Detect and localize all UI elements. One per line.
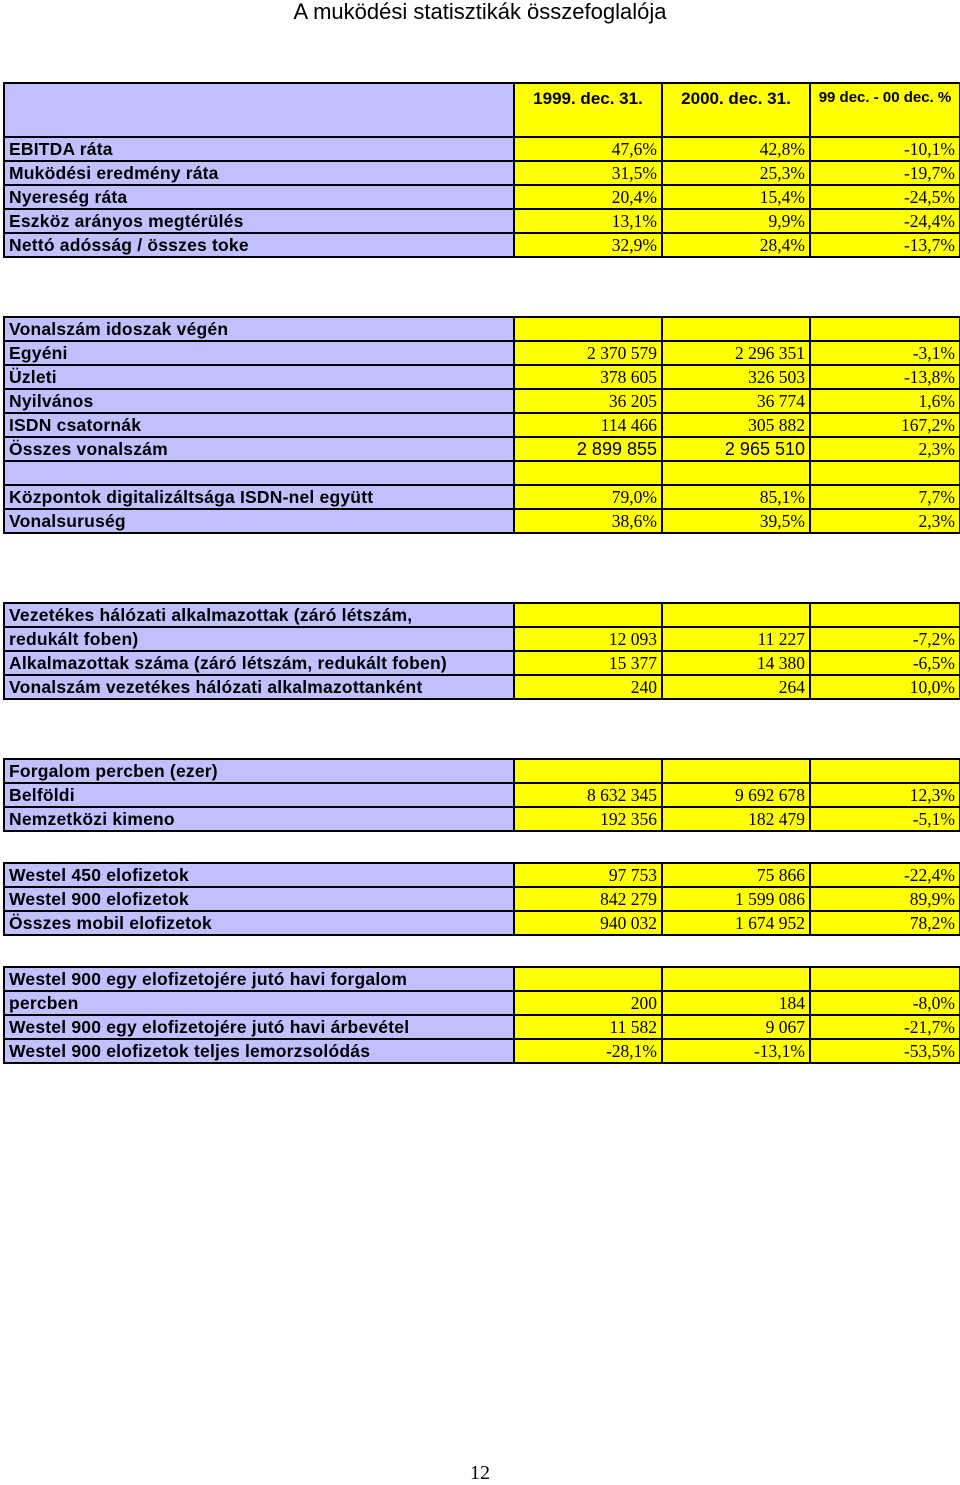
value-change: 1,6% [810, 389, 960, 413]
value-1999: 240 [514, 675, 662, 699]
value-1999: 8 632 345 [514, 783, 662, 807]
value-change: -6,5% [810, 651, 960, 675]
value-change: -13,7% [810, 233, 960, 257]
value-1999 [514, 317, 662, 341]
value-1999: 79,0% [514, 485, 662, 509]
value-change: -53,5% [810, 1039, 960, 1063]
table-row [4, 887, 960, 911]
value-2000: 85,1% [662, 485, 810, 509]
table-row [4, 365, 960, 389]
row-label: Muködési eredmény ráta [4, 161, 514, 185]
value-2000: 182 479 [662, 807, 810, 831]
value-2000: 9,9% [662, 209, 810, 233]
value-1999: 36 205 [514, 389, 662, 413]
value-2000 [662, 967, 810, 991]
table-row [4, 233, 960, 257]
row-label: Eszköz arányos megtérülés [4, 209, 514, 233]
row-label: Egyéni [4, 341, 514, 365]
row-label: percben [4, 991, 514, 1015]
value-1999: 15 377 [514, 651, 662, 675]
table-row [4, 863, 960, 887]
table-row [4, 991, 960, 1015]
row-label: redukált foben) [4, 627, 514, 651]
value-change: -24,5% [810, 185, 960, 209]
value-change: 78,2% [810, 911, 960, 935]
row-label: Belföldi [4, 783, 514, 807]
value-1999: 13,1% [514, 209, 662, 233]
value-change [810, 759, 960, 783]
traffic-table [3, 758, 959, 832]
value-2000: 42,8% [662, 137, 810, 161]
value-change: -3,1% [810, 341, 960, 365]
value-1999: -28,1% [514, 1039, 662, 1063]
table-row [4, 783, 960, 807]
row-label: Forgalom percben (ezer) [4, 759, 514, 783]
row-label: ISDN csatornák [4, 413, 514, 437]
table-row [4, 509, 960, 533]
value-change: -13,8% [810, 365, 960, 389]
value-change: -22,4% [810, 863, 960, 887]
table-row [4, 317, 960, 341]
value-1999: 12 093 [514, 627, 662, 651]
value-2000 [662, 461, 810, 485]
value-change: -21,7% [810, 1015, 960, 1039]
value-1999: 114 466 [514, 413, 662, 437]
value-1999 [514, 967, 662, 991]
table-row [4, 437, 960, 461]
table-row [4, 161, 960, 185]
row-label: Központok digitalizáltsága ISDN-nel együtt [4, 485, 514, 509]
table-row [4, 137, 960, 161]
row-label: Összes mobil elofizetok [4, 911, 514, 935]
value-change: 12,3% [810, 783, 960, 807]
row-label: Üzleti [4, 365, 514, 389]
value-2000: 39,5% [662, 509, 810, 533]
value-1999: 378 605 [514, 365, 662, 389]
value-2000: 28,4% [662, 233, 810, 257]
row-label: Westel 900 elofizetok teljes lemorzsolódás [4, 1039, 514, 1063]
table-row [4, 967, 960, 991]
value-change: 2,3% [810, 437, 960, 461]
table-row [4, 461, 960, 485]
value-2000: 75 866 [662, 863, 810, 887]
header-blank-cell [4, 83, 514, 137]
value-change: -24,4% [810, 209, 960, 233]
ratios-table [3, 82, 959, 258]
page-number: 12 [470, 1462, 490, 1484]
value-change: -19,7% [810, 161, 960, 185]
table-row [4, 911, 960, 935]
value-1999: 20,4% [514, 185, 662, 209]
table-row [4, 1039, 960, 1063]
table-row [4, 651, 960, 675]
row-label: Nettó adósság / összes toke [4, 233, 514, 257]
value-2000: 2 965 510 [662, 437, 810, 461]
table-row [4, 209, 960, 233]
value-2000 [662, 759, 810, 783]
row-label: Nemzetközi kimeno [4, 807, 514, 831]
row-label: Alkalmazottak száma (záró létszám, redukált foben) [4, 651, 514, 675]
value-1999: 47,6% [514, 137, 662, 161]
value-1999: 2 899 855 [514, 437, 662, 461]
table-row [4, 389, 960, 413]
table-row [4, 485, 960, 509]
lines-table [3, 316, 959, 534]
value-1999 [514, 759, 662, 783]
page-title: A muködési statisztikák összefoglalója [293, 0, 667, 24]
value-2000: 11 227 [662, 627, 810, 651]
value-2000: 264 [662, 675, 810, 699]
header-change: 99 dec. - 00 dec. % [810, 83, 960, 137]
value-1999: 200 [514, 991, 662, 1015]
row-label: EBITDA ráta [4, 137, 514, 161]
employees-table [3, 602, 959, 700]
value-2000: 15,4% [662, 185, 810, 209]
value-1999: 11 582 [514, 1015, 662, 1039]
row-label [4, 461, 514, 485]
row-label: Nyereség ráta [4, 185, 514, 209]
value-2000 [662, 603, 810, 627]
value-change [810, 317, 960, 341]
value-2000: 36 774 [662, 389, 810, 413]
row-label: Westel 900 elofizetok [4, 887, 514, 911]
value-1999: 940 032 [514, 911, 662, 935]
value-1999: 842 279 [514, 887, 662, 911]
value-2000: 2 296 351 [662, 341, 810, 365]
row-label: Vonalszám idoszak végén [4, 317, 514, 341]
row-label: Összes vonalszám [4, 437, 514, 461]
table-row [4, 627, 960, 651]
value-1999: 31,5% [514, 161, 662, 185]
value-1999 [514, 603, 662, 627]
value-1999: 192 356 [514, 807, 662, 831]
mobile-subscribers-table [3, 862, 959, 936]
row-label: Nyilvános [4, 389, 514, 413]
table-row [4, 807, 960, 831]
table-row [4, 185, 960, 209]
table-row [4, 759, 960, 783]
value-change: 7,7% [810, 485, 960, 509]
value-change [810, 603, 960, 627]
table-row [4, 675, 960, 699]
value-change: -7,2% [810, 627, 960, 651]
header-1999: 1999. dec. 31. [514, 83, 662, 137]
value-2000: 1 599 086 [662, 887, 810, 911]
value-2000: 14 380 [662, 651, 810, 675]
table-row [4, 603, 960, 627]
value-change [810, 461, 960, 485]
value-change: 89,9% [810, 887, 960, 911]
value-2000: 25,3% [662, 161, 810, 185]
value-change: -5,1% [810, 807, 960, 831]
table-row [4, 413, 960, 437]
value-2000: 9 067 [662, 1015, 810, 1039]
value-2000: 326 503 [662, 365, 810, 389]
row-label: Westel 450 elofizetok [4, 863, 514, 887]
value-1999: 2 370 579 [514, 341, 662, 365]
row-label: Westel 900 egy elofizetojére jutó havi árbevétel [4, 1015, 514, 1039]
value-change: -10,1% [810, 137, 960, 161]
row-label: Vezetékes hálózati alkalmazottak (záró létszám, [4, 603, 514, 627]
value-change [810, 967, 960, 991]
table-row [4, 1015, 960, 1039]
value-1999: 38,6% [514, 509, 662, 533]
westel-900-table [3, 966, 959, 1064]
value-change: 10,0% [810, 675, 960, 699]
row-label: Vonalszám vezetékes hálózati alkalmazottanként [4, 675, 514, 699]
table-row [4, 341, 960, 365]
header-2000: 2000. dec. 31. [662, 83, 810, 137]
value-2000 [662, 317, 810, 341]
value-change: -8,0% [810, 991, 960, 1015]
row-label: Vonalsuruség [4, 509, 514, 533]
value-1999: 97 753 [514, 863, 662, 887]
value-2000: 1 674 952 [662, 911, 810, 935]
value-1999: 32,9% [514, 233, 662, 257]
value-2000: 305 882 [662, 413, 810, 437]
row-label: Westel 900 egy elofizetojére jutó havi forgalom [4, 967, 514, 991]
value-change: 167,2% [810, 413, 960, 437]
value-1999 [514, 461, 662, 485]
value-change: 2,3% [810, 509, 960, 533]
value-2000: 184 [662, 991, 810, 1015]
value-2000: -13,1% [662, 1039, 810, 1063]
value-2000: 9 692 678 [662, 783, 810, 807]
